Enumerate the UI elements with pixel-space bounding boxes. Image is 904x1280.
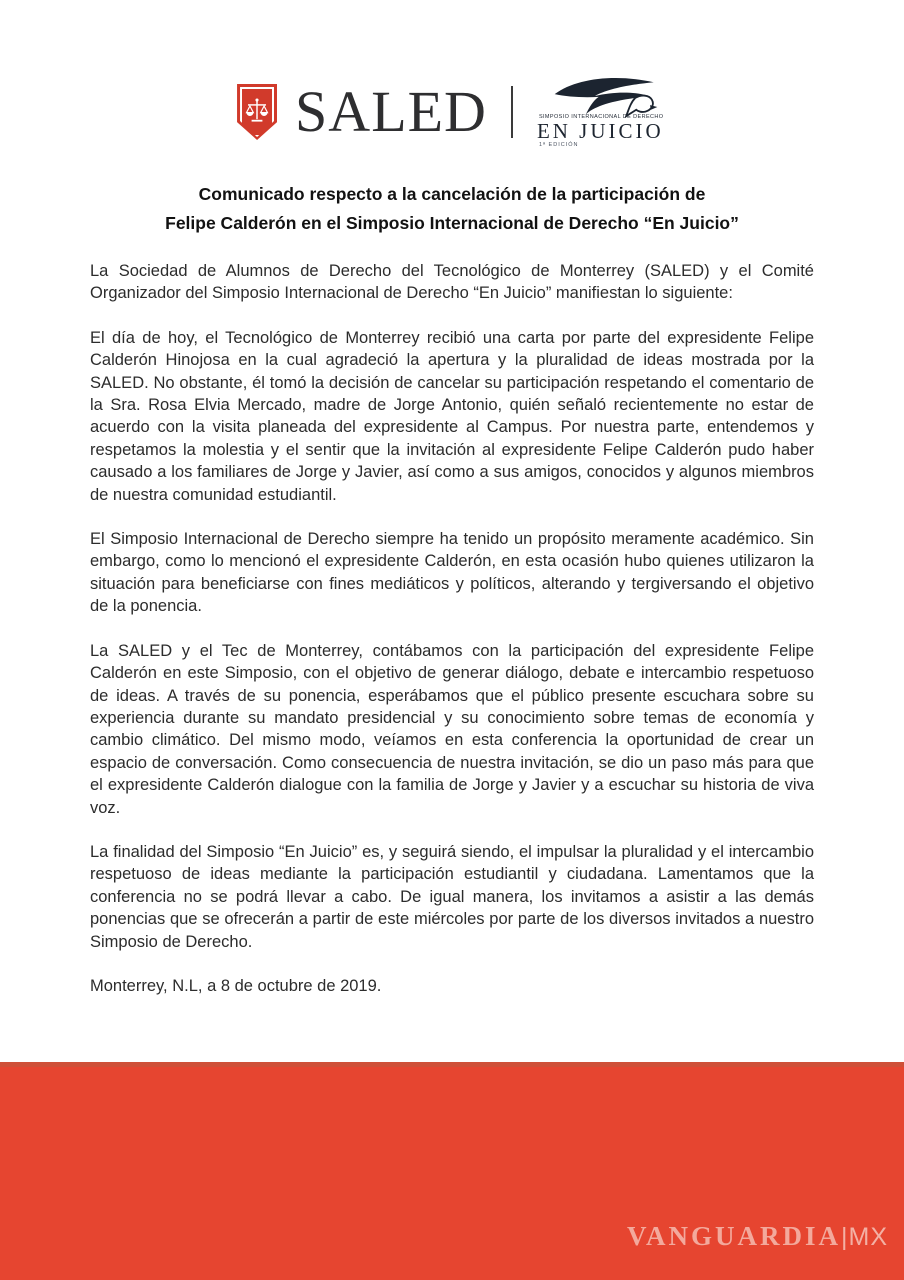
document-title (0, 180, 904, 238)
paragraph-letter: El día de hoy, el Tecnológico de Monterrey recibió una carta por parte del expresidente Felipe Calderón Hinojosa en la cual agradeció la apertura y la pluralidad de ideas mostrada por la SALED. No obstante, él tomó la decisión de cancelar su participación respetando el comentario de la Sra. Rosa Elvia Mercado, madre de Jorge Antonio, quién señaló recientemente no estar de acuerdo con la visita planeada del expresidente al Campus. Por nuestra parte, entendemos y respetamos la molestia y el sentir que la invitación al expresidente Felipe Calderón pudo haber causado a los familiares de Jorge y Javier, así como a sus amigos, conocidos y algunos miembros de nuestra comunidad estudiantil. (90, 328, 814, 504)
logo (0, 0, 904, 148)
paragraph-purpose: El Simposio Internacional de Derecho siempre ha tenido un propósito meramente académico. Sin embargo, como lo mencionó el expresidente Calderón, en esta ocasión hubo quienes utilizaron la situación para beneficiarse con fines mediáticos y políticos, alterando y tergiversando el objetivo de la ponencia. (90, 530, 814, 616)
document-body (90, 260, 814, 997)
logo-divider (511, 86, 513, 138)
title-line-1: Comunicado respecto a la cancelación de la participación de (198, 184, 706, 204)
symposium-name: EN JUICIO (536, 119, 664, 143)
vanguardia-watermark (627, 1221, 888, 1252)
eagle-icon (547, 74, 665, 118)
watermark-main: VANGUARDIA (626, 1221, 841, 1251)
symposium-edition: 1ª EDICIÓN (538, 142, 579, 148)
watermark-suffix: |MX (841, 1223, 888, 1251)
saled-wordmark: SALED (295, 79, 487, 144)
symposium-subtitle: SIMPOSIO INTERNACIONAL DE DERECHO (538, 114, 664, 120)
paragraph-expectations: La SALED y el Tec de Monterrey, contábamos con la participación del expresidente Felipe Calderón en este Simposio, con el objetivo de generar diálogo, debate e intercambio respetuoso de ideas. A través de su ponencia, esperábamos que el público presente escuchara sobre su experiencia durante su mandato presidencial y su conocimiento sobre temas de economía y cambio climático. Del mismo modo, veíamos en esta conferencia la oportunidad de crear un espacio de conversación. Como consecuencia de nuestra invitación, se dio un paso más para que el expresidente Calderón dialogue con la familia de Jorge y Javier y a escuchar su historia de viva voz. (90, 641, 814, 817)
symposium-logo (537, 76, 667, 148)
paragraph-closing: La finalidad del Simposio “En Juicio” es, y seguirá siendo, el impulsar la pluralidad y el intercambio respetuoso de ideas mediante la participación estudiantil y ciudadana. Lamentamos que la conferencia no se podrá llevar a cabo. De igual manera, los invitamos a asistir a las demás ponencias que se ofrecerán a partir de este miércoles por parte de los diversos invitados a nuestro Simposio de Derecho. (90, 842, 814, 951)
saled-shield-icon (237, 84, 277, 140)
shield-inner (240, 87, 274, 137)
scales-of-justice-icon (245, 95, 269, 129)
paragraph-intro: La Sociedad de Alumnos de Derecho del Tecnológico de Monterrey (SALED) y el Comité Organizador del Simposio Internacional de Derecho “En Juicio” manifiestan lo siguiente: (90, 262, 814, 303)
title-line-2: Felipe Calderón en el Simposio Internacional de Derecho “En Juicio” (165, 213, 739, 233)
date-line: Monterrey, N.L, a 8 de octubre de 2019. (90, 976, 382, 995)
footer-band (0, 1062, 904, 1280)
